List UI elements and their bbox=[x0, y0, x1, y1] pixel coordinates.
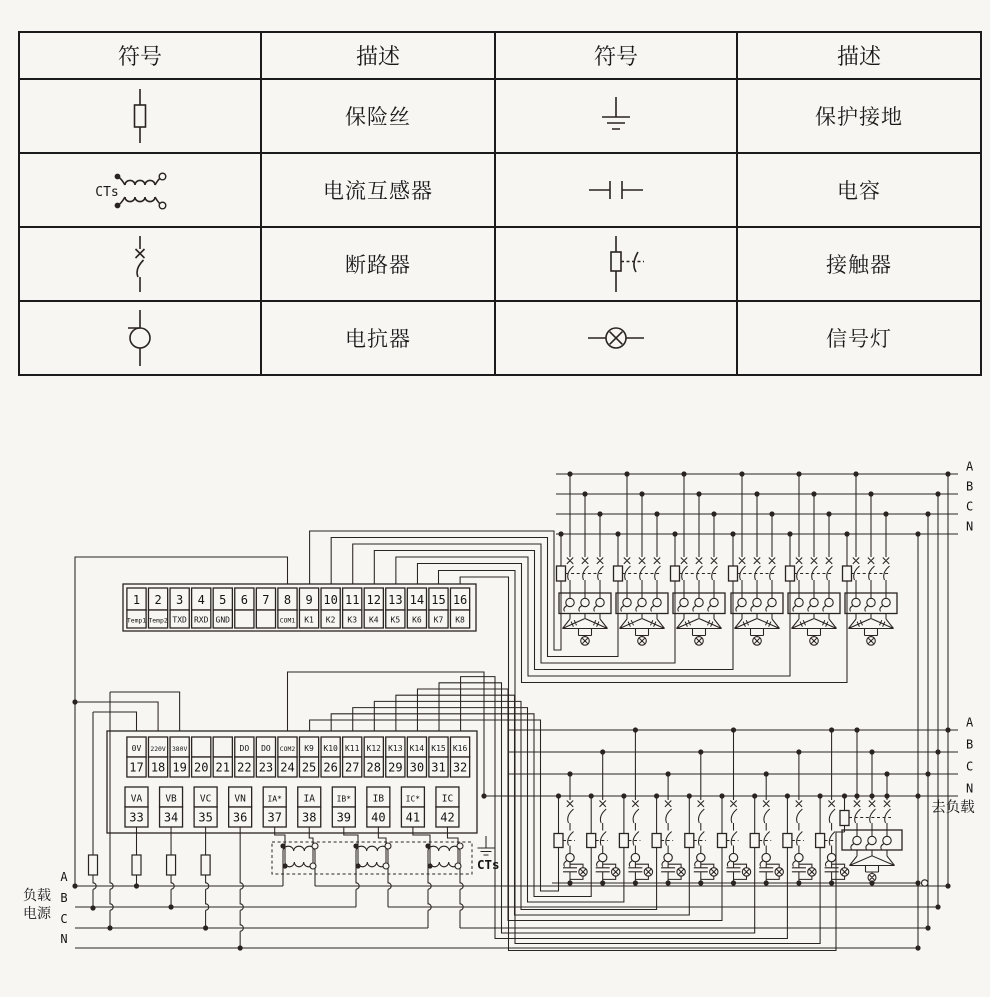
diagram-label: 22 bbox=[237, 760, 252, 775]
legend-header-desc-1: 描述 bbox=[261, 32, 495, 79]
open-terminal bbox=[599, 853, 607, 861]
diagram-box bbox=[192, 737, 211, 757]
ct-polarity-dot bbox=[427, 863, 432, 868]
diagram-label: 33 bbox=[129, 810, 144, 825]
open-terminal bbox=[697, 853, 705, 861]
diagram-label: 11 bbox=[344, 593, 360, 607]
diagram-label: B bbox=[966, 479, 974, 494]
legend-header-symbol-1: 符号 bbox=[19, 32, 261, 79]
legend-desc: 电抗器 bbox=[261, 301, 495, 375]
diagram-label: 24 bbox=[280, 760, 295, 775]
open-terminal bbox=[596, 598, 604, 606]
legend-desc: 电流互感器 bbox=[261, 153, 495, 227]
diagram-label: 23 bbox=[258, 760, 274, 775]
diagram-box bbox=[587, 834, 596, 848]
legend-desc: 电容 bbox=[737, 153, 981, 227]
diagram-label: 13 bbox=[388, 593, 403, 607]
open-terminal bbox=[581, 598, 589, 606]
diagram-box bbox=[729, 566, 738, 581]
legend-header-row bbox=[19, 32, 981, 79]
diagram-label: 10 bbox=[323, 593, 338, 607]
diagram-label: A bbox=[60, 870, 68, 884]
diagram-label: 220V bbox=[150, 745, 166, 753]
diagram-label: B bbox=[60, 891, 68, 905]
diagram-box bbox=[256, 610, 275, 628]
diagram-box bbox=[652, 834, 661, 848]
open-terminal bbox=[310, 863, 316, 869]
open-terminal bbox=[738, 598, 746, 606]
diagram-label: K7 bbox=[433, 615, 444, 625]
diagram-label: K1 bbox=[304, 615, 314, 625]
diagram-label: K6 bbox=[412, 615, 422, 625]
diagram-label: K13 bbox=[388, 744, 403, 753]
diagram-box bbox=[213, 737, 232, 757]
diagram-label: IB* bbox=[336, 794, 352, 804]
junction-dots bbox=[72, 471, 950, 950]
diagram-label: RXD bbox=[193, 615, 209, 625]
open-terminal bbox=[795, 598, 803, 606]
legend-desc: 保险丝 bbox=[261, 79, 495, 153]
diagram-label: VB bbox=[165, 793, 177, 805]
diagram-label: 29 bbox=[388, 760, 403, 775]
diagram-label: IA bbox=[303, 793, 315, 805]
diagram-label: 39 bbox=[336, 810, 352, 825]
diagram-label: N bbox=[60, 932, 68, 946]
signal-lamp-symbol bbox=[496, 306, 736, 370]
diagram-label: 3 bbox=[176, 593, 184, 607]
diagram-label: 2 bbox=[154, 593, 162, 607]
diagram-label: 40 bbox=[371, 810, 386, 825]
ct-polarity-dot bbox=[282, 863, 287, 868]
legend-header-symbol-2: 符号 bbox=[495, 32, 737, 79]
diagram-box bbox=[816, 834, 825, 848]
ct-polarity-dot bbox=[355, 863, 360, 868]
symbol-legend-table bbox=[18, 31, 982, 376]
open-terminal bbox=[882, 598, 890, 606]
open-terminal bbox=[768, 598, 776, 606]
open-terminal bbox=[631, 853, 639, 861]
open-terminal bbox=[695, 598, 703, 606]
diagram-label: 12 bbox=[366, 593, 381, 607]
legend-row bbox=[19, 79, 981, 153]
diagram-label: 14 bbox=[409, 593, 425, 607]
diagram-label: 1 bbox=[132, 593, 141, 607]
diagram-label: C bbox=[966, 759, 974, 774]
diagram-label: 27 bbox=[344, 760, 360, 775]
open-terminal bbox=[795, 853, 803, 861]
diagram-box bbox=[557, 566, 566, 581]
legend-header-desc-2: 描述 bbox=[737, 32, 981, 79]
diagram-label: A bbox=[966, 715, 974, 730]
legend-desc: 信号灯 bbox=[737, 301, 981, 375]
diagram-label: 34 bbox=[163, 810, 179, 825]
diagram-label: K2 bbox=[325, 615, 336, 625]
diagram-label: 4 bbox=[197, 593, 205, 607]
diagram-box bbox=[783, 834, 792, 848]
diagram-label: 17 bbox=[129, 760, 144, 775]
diagram-label: TXD bbox=[172, 615, 187, 625]
diagram-label: 负载 bbox=[23, 889, 51, 904]
diagram-label: VN bbox=[234, 793, 246, 805]
diagram-label: K10 bbox=[323, 744, 338, 753]
labels bbox=[23, 460, 975, 947]
ct-polarity-dot bbox=[353, 843, 358, 848]
diagram-label: 电源 bbox=[23, 907, 51, 922]
open-terminal bbox=[853, 836, 861, 844]
open-terminal bbox=[922, 880, 928, 886]
open-terminal bbox=[566, 598, 574, 606]
diagram-label: 9 bbox=[305, 593, 313, 607]
diagram-box bbox=[619, 834, 628, 848]
diagram-label: IC* bbox=[405, 794, 421, 804]
diagram-label: K15 bbox=[431, 744, 446, 753]
diagram-box bbox=[554, 834, 563, 848]
diagram-label: CTs bbox=[477, 857, 500, 872]
diagram-label: K5 bbox=[390, 615, 401, 625]
diagram-label: DO bbox=[261, 744, 271, 753]
diagram-label: K12 bbox=[366, 744, 381, 753]
diagram-label: GND bbox=[215, 615, 231, 625]
diagram-label: Temp1 bbox=[126, 616, 147, 625]
diagram-label: K3 bbox=[347, 615, 358, 625]
diagram-label: COM1 bbox=[279, 616, 296, 625]
diagram-label: N bbox=[966, 519, 974, 534]
open-terminal bbox=[664, 853, 672, 861]
diagram-label: 21 bbox=[215, 760, 231, 775]
diagram-label: IC bbox=[441, 793, 454, 805]
diagram-label: 18 bbox=[150, 760, 166, 775]
diagram-label: 38 bbox=[302, 810, 317, 825]
open-terminal bbox=[710, 598, 718, 606]
diagram-label: 380V bbox=[171, 745, 188, 753]
open-terminal bbox=[867, 598, 875, 606]
diagram-label: 15 bbox=[431, 593, 446, 607]
ground-symbol bbox=[496, 84, 736, 148]
open-terminal bbox=[762, 853, 770, 861]
diagram-label: IA* bbox=[267, 794, 282, 804]
diagram-label: C bbox=[60, 912, 68, 926]
wires bbox=[75, 474, 958, 951]
diagram-label: 32 bbox=[452, 760, 468, 775]
open-terminal bbox=[455, 863, 461, 869]
open-terminal bbox=[852, 598, 860, 606]
diagram-label: 42 bbox=[440, 810, 455, 825]
diagram-label: K8 bbox=[455, 615, 465, 625]
fuse-glyph bbox=[132, 855, 141, 875]
legend-row bbox=[19, 301, 981, 375]
diagram-label: K4 bbox=[368, 615, 379, 625]
diagram-box bbox=[235, 610, 254, 628]
open-terminal bbox=[653, 598, 661, 606]
ct-polarity-dot bbox=[425, 843, 430, 848]
diagram-box bbox=[685, 834, 694, 848]
open-terminal bbox=[457, 843, 463, 849]
diagram-box bbox=[840, 811, 849, 826]
diagram-label: 35 bbox=[198, 810, 213, 825]
open-terminal bbox=[810, 598, 818, 606]
diagram-box bbox=[750, 834, 759, 848]
fuse-symbol bbox=[20, 84, 260, 148]
open-terminal bbox=[753, 598, 761, 606]
open-terminal bbox=[825, 598, 833, 606]
diagram-label: 16 bbox=[452, 593, 468, 607]
diagram-label: VC bbox=[199, 793, 212, 805]
legend-row bbox=[19, 153, 981, 227]
diagram-label: 0V bbox=[131, 744, 142, 753]
open-terminal bbox=[883, 836, 891, 844]
diagram-label: 37 bbox=[267, 810, 282, 825]
open-terminal bbox=[385, 843, 391, 849]
open-terminal bbox=[566, 853, 574, 861]
diagram-label: K11 bbox=[344, 744, 360, 753]
diagram-label: 26 bbox=[323, 760, 338, 775]
diagram-label: 28 bbox=[366, 760, 381, 775]
diagram-label: 6 bbox=[240, 593, 248, 607]
svg-text:CTs: CTs bbox=[95, 185, 119, 200]
diagram-label: 19 bbox=[172, 760, 187, 775]
fuse-glyph bbox=[201, 855, 210, 875]
diagram-label: 5 bbox=[219, 593, 227, 607]
diagram-label: Temp2 bbox=[148, 616, 168, 625]
reactor-symbol bbox=[20, 306, 260, 370]
diagram-label: 20 bbox=[193, 760, 209, 775]
legend-desc: 接触器 bbox=[737, 227, 981, 301]
diagram-box bbox=[671, 566, 680, 581]
diagram-label: VA bbox=[130, 793, 143, 805]
diagram-box bbox=[718, 834, 727, 848]
diagram-label: K14 bbox=[409, 744, 425, 753]
diagram-label: A bbox=[966, 459, 974, 474]
diagram-label: DO bbox=[239, 744, 250, 753]
diagram-box bbox=[614, 566, 623, 581]
diagram-label: N bbox=[966, 781, 974, 796]
diagram-label: 7 bbox=[262, 593, 270, 607]
diagram-label: 8 bbox=[283, 593, 292, 607]
diagram-label: B bbox=[966, 737, 974, 752]
diagram-label: 31 bbox=[431, 760, 446, 775]
ct-polarity-dot bbox=[280, 843, 285, 848]
breaker-symbol bbox=[20, 232, 260, 296]
open-terminal bbox=[827, 853, 835, 861]
open-terminal bbox=[623, 598, 631, 606]
diagram-label: 41 bbox=[405, 810, 421, 825]
open-terminal bbox=[729, 853, 737, 861]
capacitor-symbol bbox=[496, 158, 736, 222]
fuse-glyph bbox=[167, 855, 176, 875]
legend-row bbox=[19, 227, 981, 301]
open-terminal bbox=[680, 598, 688, 606]
diagram-label: COM2 bbox=[279, 745, 296, 753]
current-transformer-symbol bbox=[20, 158, 260, 222]
open-terminal bbox=[868, 836, 876, 844]
legend-desc: 断路器 bbox=[261, 227, 495, 301]
diagram-label: 36 bbox=[232, 810, 248, 825]
open-terminal bbox=[312, 843, 318, 849]
open-terminal bbox=[383, 863, 389, 869]
diagram-box bbox=[786, 566, 795, 581]
diagram-label: IB bbox=[372, 793, 385, 805]
contactor-symbol bbox=[496, 232, 736, 296]
diagram-label: 30 bbox=[409, 760, 425, 775]
open-terminal bbox=[638, 598, 646, 606]
diagram-label: C bbox=[966, 499, 974, 514]
diagram-label: K16 bbox=[452, 744, 468, 753]
legend-desc: 保护接地 bbox=[737, 79, 981, 153]
diagram-label: K9 bbox=[304, 744, 314, 753]
diagram-box bbox=[843, 566, 852, 581]
diagram-label: 25 bbox=[301, 760, 317, 775]
fuse-glyph bbox=[89, 855, 98, 875]
wiring-diagram bbox=[0, 400, 990, 997]
diagram-label: 去负载 bbox=[931, 800, 975, 816]
